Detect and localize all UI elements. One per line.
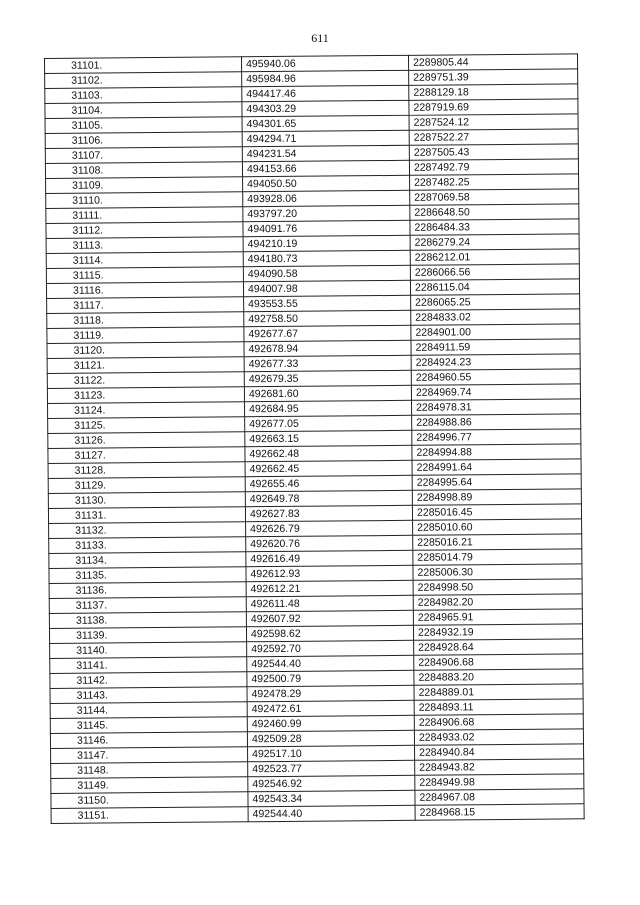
x-coordinate-cell: 492662.48 (245, 445, 412, 461)
y-coordinate-cell: 2284833.02 (411, 309, 580, 325)
x-coordinate-cell: 492544.40 (248, 805, 415, 821)
x-coordinate-cell: 495984.96 (242, 70, 409, 86)
y-coordinate-cell: 2286212.01 (410, 249, 579, 265)
point-number-cell: 31138. (49, 612, 246, 629)
y-coordinate-cell: 2284932.19 (413, 624, 582, 640)
y-coordinate-cell: 2287919.69 (409, 99, 578, 115)
y-coordinate-cell: 2285016.21 (413, 534, 582, 550)
y-coordinate-cell: 2284949.98 (415, 774, 584, 790)
point-number-cell: 31145. (50, 717, 247, 734)
point-number-cell: 31136. (49, 582, 246, 599)
point-number-cell: 31126. (48, 432, 245, 449)
y-coordinate-cell: 2286648.50 (410, 204, 579, 220)
x-coordinate-cell: 492758.50 (244, 310, 411, 326)
x-coordinate-cell: 492592.70 (247, 640, 414, 656)
x-coordinate-cell: 493553.55 (244, 295, 411, 311)
y-coordinate-cell: 2286066.56 (410, 264, 579, 280)
x-coordinate-cell: 494153.66 (242, 160, 409, 176)
point-number-cell: 31135. (49, 567, 246, 584)
y-coordinate-cell: 2287505.43 (409, 144, 578, 160)
point-number-cell: 31147. (51, 747, 248, 764)
y-coordinate-cell: 2284988.86 (412, 414, 581, 430)
x-coordinate-cell: 492543.34 (248, 790, 415, 806)
coordinates-table-wrapper (44, 53, 585, 824)
x-coordinate-cell: 494180.73 (243, 250, 410, 266)
point-number-cell: 31146. (50, 732, 247, 749)
x-coordinate-cell: 492523.77 (248, 760, 415, 776)
x-coordinate-cell: 492598.62 (246, 625, 413, 641)
point-number-cell: 31118. (47, 312, 244, 329)
x-coordinate-cell: 492655.46 (245, 475, 412, 491)
point-number-cell: 31133. (49, 537, 246, 554)
point-number-cell: 31104. (45, 102, 242, 119)
point-number-cell: 31119. (47, 327, 244, 344)
y-coordinate-cell: 2284906.68 (414, 654, 583, 670)
x-coordinate-cell: 494294.71 (242, 130, 409, 146)
x-coordinate-cell: 492509.28 (247, 730, 414, 746)
point-number-cell: 31116. (46, 282, 243, 299)
x-coordinate-cell: 495940.06 (241, 55, 408, 71)
y-coordinate-cell: 2285014.79 (413, 549, 582, 565)
x-coordinate-cell: 492684.95 (245, 400, 412, 416)
y-coordinate-cell: 2284969.74 (411, 384, 580, 400)
point-number-cell: 31120. (47, 342, 244, 359)
point-number-cell: 31150. (51, 792, 248, 809)
x-coordinate-cell: 494050.50 (243, 175, 410, 191)
x-coordinate-cell: 494303.29 (242, 100, 409, 116)
y-coordinate-cell: 2284998.89 (412, 489, 581, 505)
point-number-cell: 31143. (50, 687, 247, 704)
x-coordinate-cell: 492678.94 (244, 340, 411, 356)
y-coordinate-cell: 2287482.25 (410, 174, 579, 190)
y-coordinate-cell: 2284982.20 (413, 594, 582, 610)
y-coordinate-cell: 2284960.55 (411, 369, 580, 385)
x-coordinate-cell: 492662.45 (245, 460, 412, 476)
point-number-cell: 31131. (48, 507, 245, 524)
y-coordinate-cell: 2284978.31 (412, 399, 581, 415)
x-coordinate-cell: 492517.10 (248, 745, 415, 761)
table-body (45, 54, 585, 824)
point-number-cell: 31129. (48, 477, 245, 494)
y-coordinate-cell: 2284883.20 (414, 669, 583, 685)
point-number-cell: 31127. (48, 447, 245, 464)
point-number-cell: 31139. (49, 627, 246, 644)
point-number-cell: 31121. (47, 357, 244, 374)
x-coordinate-cell: 492478.29 (247, 685, 414, 701)
y-coordinate-cell: 2284998.50 (413, 579, 582, 595)
y-coordinate-cell: 2289805.44 (408, 54, 577, 70)
y-coordinate-cell: 2284991.64 (412, 459, 581, 475)
y-coordinate-cell: 2285006.30 (413, 564, 582, 580)
y-coordinate-cell: 2284911.59 (411, 339, 580, 355)
y-coordinate-cell: 2284906.68 (414, 714, 583, 730)
x-coordinate-cell: 492612.93 (246, 565, 413, 581)
x-coordinate-cell: 492472.61 (247, 700, 414, 716)
y-coordinate-cell: 2284996.77 (412, 429, 581, 445)
point-number-cell: 31128. (48, 462, 245, 479)
point-number-cell: 31114. (46, 252, 243, 269)
point-number-cell: 31141. (50, 657, 247, 674)
point-number-cell: 31149. (51, 777, 248, 794)
point-number-cell: 31103. (45, 87, 242, 104)
x-coordinate-cell: 493928.06 (243, 190, 410, 206)
x-coordinate-cell: 492626.79 (246, 520, 413, 536)
x-coordinate-cell: 494091.76 (243, 220, 410, 236)
x-coordinate-cell: 492677.33 (244, 355, 411, 371)
x-coordinate-cell: 492649.78 (245, 490, 412, 506)
y-coordinate-cell: 2284994.88 (412, 444, 581, 460)
y-coordinate-cell: 2289751.39 (409, 69, 578, 85)
x-coordinate-cell: 492612.21 (246, 580, 413, 596)
y-coordinate-cell: 2284943.82 (415, 759, 584, 775)
x-coordinate-cell: 492607.92 (246, 610, 413, 626)
x-coordinate-cell: 492679.35 (244, 370, 411, 386)
y-coordinate-cell: 2284928.64 (414, 639, 583, 655)
y-coordinate-cell: 2287069.58 (410, 189, 579, 205)
point-number-cell: 31109. (46, 177, 243, 194)
y-coordinate-cell: 2286115.04 (410, 279, 579, 295)
point-number-cell: 31113. (46, 237, 243, 254)
x-coordinate-cell: 493797.20 (243, 205, 410, 221)
y-coordinate-cell: 2287492.79 (409, 159, 578, 175)
x-coordinate-cell: 492663.15 (245, 430, 412, 446)
y-coordinate-cell: 2284901.00 (411, 324, 580, 340)
point-number-cell: 31151. (51, 807, 248, 824)
point-number-cell: 31137. (49, 597, 246, 614)
y-coordinate-cell: 2284967.08 (415, 789, 584, 805)
point-number-cell: 31130. (48, 492, 245, 509)
x-coordinate-cell: 492677.05 (245, 415, 412, 431)
y-coordinate-cell: 2284933.02 (414, 729, 583, 745)
coordinates-table (44, 53, 585, 824)
point-number-cell: 31123. (47, 387, 244, 404)
point-number-cell: 31144. (50, 702, 247, 719)
x-coordinate-cell: 492677.67 (244, 325, 411, 341)
y-coordinate-cell: 2284995.64 (412, 474, 581, 490)
y-coordinate-cell: 2286484.33 (410, 219, 579, 235)
x-coordinate-cell: 494417.46 (242, 85, 409, 101)
y-coordinate-cell: 2284968.15 (415, 804, 584, 820)
y-coordinate-cell: 2285016.45 (412, 504, 581, 520)
point-number-cell: 31101. (45, 57, 242, 74)
point-number-cell: 31112. (46, 222, 243, 239)
y-coordinate-cell: 2284940.84 (415, 744, 584, 760)
x-coordinate-cell: 494301.65 (242, 115, 409, 131)
y-coordinate-cell: 2284965.91 (413, 609, 582, 625)
x-coordinate-cell: 494231.54 (242, 145, 409, 161)
x-coordinate-cell: 494007.98 (243, 280, 410, 296)
y-coordinate-cell: 2286065.25 (411, 294, 580, 310)
x-coordinate-cell: 492544.40 (247, 655, 414, 671)
y-coordinate-cell: 2284924.23 (411, 354, 580, 370)
point-number-cell: 31117. (47, 297, 244, 314)
x-coordinate-cell: 492681.60 (244, 385, 411, 401)
x-coordinate-cell: 492616.49 (246, 550, 413, 566)
point-number-cell: 31105. (45, 117, 242, 134)
x-coordinate-cell: 494090.58 (243, 265, 410, 281)
point-number-cell: 31148. (51, 762, 248, 779)
point-number-cell: 31134. (49, 552, 246, 569)
point-number-cell: 31111. (46, 207, 243, 224)
x-coordinate-cell: 492611.48 (246, 595, 413, 611)
point-number-cell: 31110. (46, 192, 243, 209)
x-coordinate-cell: 494210.19 (243, 235, 410, 251)
page-number: 611 (311, 31, 329, 45)
point-number-cell: 31140. (50, 642, 247, 659)
x-coordinate-cell: 492460.99 (247, 715, 414, 731)
x-coordinate-cell: 492627.83 (245, 505, 412, 521)
point-number-cell: 31124. (48, 402, 245, 419)
point-number-cell: 31108. (45, 162, 242, 179)
x-coordinate-cell: 492620.76 (246, 535, 413, 551)
point-number-cell: 31115. (46, 267, 243, 284)
point-number-cell: 31142. (50, 672, 247, 689)
point-number-cell: 31107. (45, 147, 242, 164)
point-number-cell: 31122. (47, 372, 244, 389)
point-number-cell: 31125. (48, 417, 245, 434)
point-number-cell: 31106. (45, 132, 242, 149)
y-coordinate-cell: 2286279.24 (410, 234, 579, 250)
x-coordinate-cell: 492546.92 (248, 775, 415, 791)
point-number-cell: 31132. (49, 522, 246, 539)
y-coordinate-cell: 2288129.18 (409, 84, 578, 100)
y-coordinate-cell: 2287524.12 (409, 114, 578, 130)
y-coordinate-cell: 2287522.27 (409, 129, 578, 145)
point-number-cell: 31102. (45, 72, 242, 89)
y-coordinate-cell: 2284889.01 (414, 684, 583, 700)
y-coordinate-cell: 2285010.60 (413, 519, 582, 535)
x-coordinate-cell: 492500.79 (247, 670, 414, 686)
y-coordinate-cell: 2284893.11 (414, 699, 583, 715)
